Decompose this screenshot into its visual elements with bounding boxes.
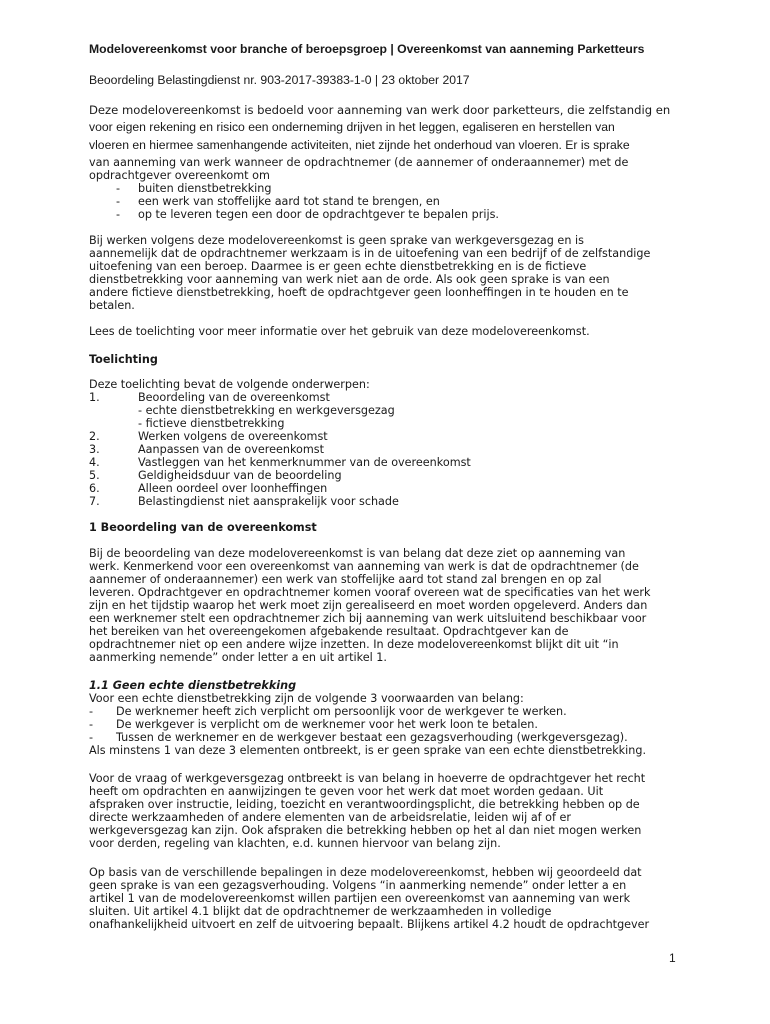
intro-line: van aanneming van werk wanneer de opdrachtnemer (de aannemer of onderaannemer) met de bbox=[89, 156, 629, 169]
intro-line: Deze modelovereenkomst is bedoeld voor aanneming van werk door parketteurs, die zelfstandig en bbox=[89, 103, 671, 117]
toc-item: Aanpassen van de overeenkomst bbox=[138, 443, 325, 456]
paragraph-line: aannemelijk dat de opdrachtnemer werkzaam is in de uitoefening van een bedrijf of de zelfstandige bbox=[89, 247, 651, 260]
paragraph-line: werk. Kenmerkend voor een overeenkomst van aanneming van werk is dat de opdrachtnemer (de bbox=[89, 560, 639, 573]
toc-number: 6. bbox=[89, 482, 100, 495]
toc-subitem: - echte dienstbetrekking en werkgeversgezag bbox=[138, 404, 395, 417]
toc-item: Beoordeling van de overeenkomst bbox=[138, 391, 330, 404]
paragraph-line: het bereiken van het overeengekomen afgebakende resultaat. Opdrachtgever kan de bbox=[89, 625, 569, 638]
toelichting-intro: Deze toelichting bevat de volgende onderwerpen: bbox=[89, 378, 370, 391]
toc-number: 7. bbox=[89, 495, 100, 508]
paragraph-line: een werknemer stelt een opdrachtnemer zich bij aanneming van werk uitsluitend beschikbaar voor bbox=[89, 612, 647, 625]
list-dash: - bbox=[89, 705, 94, 718]
paragraph-line: andere fictieve dienstbetrekking, hoeft de opdrachtgever geen loonheffingen in te houden en te bbox=[89, 286, 629, 299]
list-dash: - bbox=[116, 195, 121, 208]
paragraph-line: onafhankelijkheid uitvoert en zelf de uitvoering bepaalt. Blijkens artikel 4.2 houdt de opdrachtgever bbox=[89, 918, 650, 931]
intro-list-item: op te leveren tegen een door de opdrachtgever te bepalen prijs. bbox=[138, 208, 499, 221]
intro-line: vloeren en hiermee samenhangende activiteiten, niet zijnde het onderhoud van vloeren. Er is sprake bbox=[89, 138, 630, 152]
page-number: 1 bbox=[669, 951, 676, 965]
paragraph-line: voor derden, regeling van klachten, e.d. kunnen hiervoor van belang zijn. bbox=[89, 837, 501, 850]
condition-item: De werknemer heeft zich verplicht om persoonlijk voor de werkgever te werken. bbox=[116, 705, 567, 718]
toc-item: Belastingdienst niet aansprakelijk voor schade bbox=[138, 495, 399, 508]
paragraph-line: aannemer of onderaannemer) een werk van stoffelijke aard tot stand zal brengen en op zal bbox=[89, 573, 602, 586]
paragraph-line: Op basis van de verschillende bepalingen in deze modelovereenkomst, hebben wij geoordeeld dat bbox=[89, 866, 642, 879]
intro-line: opdrachtgever overeenkomt om bbox=[89, 169, 270, 182]
toc-number: 1. bbox=[89, 391, 100, 404]
toc-number: 3. bbox=[89, 443, 100, 456]
paragraph-line: heeft om opdrachten en aanwijzingen te geven voor het werk dat moet worden gedaan. Uit bbox=[89, 785, 604, 798]
paragraph-line: Lees de toelichting voor meer informatie over het gebruik van deze modelovereenkomst. bbox=[89, 325, 590, 338]
paragraph-line: betalen. bbox=[89, 299, 135, 312]
intro-list-item: buiten dienstbetrekking bbox=[138, 182, 272, 195]
document-title: Modelovereenkomst voor branche of beroepsgroep | Overeenkomst van aanneming Parketteurs bbox=[89, 42, 645, 56]
paragraph-line: dienstbetrekking voor aanneming van werk niet aan de orde. Als ook geen sprake is van een bbox=[89, 273, 610, 286]
paragraph-line: aanmerking nemende” onder letter a en uit artikel 1. bbox=[89, 651, 387, 664]
toc-item: Vastleggen van het kenmerknummer van de overeenkomst bbox=[138, 456, 471, 469]
toc-item: Alleen oordeel over loonheffingen bbox=[138, 482, 328, 495]
paragraph-line: Als minstens 1 van deze 3 elementen ontbreekt, is er geen sprake van een echte dienstbetrekking. bbox=[89, 744, 647, 757]
subsection-heading: 1.1 Geen echte dienstbetrekking bbox=[89, 679, 297, 692]
intro-line: voor eigen rekening en risico een onderneming drijven in het leggen, egaliseren en herstellen van bbox=[89, 120, 615, 134]
list-dash: - bbox=[89, 718, 94, 731]
paragraph-line: directe werkzaamheden of andere elementen van de arbeidsrelatie, leiden wij af of er bbox=[89, 811, 572, 824]
paragraph-line: Voor de vraag of werkgeversgezag ontbreekt is van belang in hoeverre de opdrachtgever het recht bbox=[89, 772, 646, 785]
paragraph-line: opdrachtnemer niet op een andere wijze inzetten. In deze modelovereenkomst blijkt dit uit “in bbox=[89, 638, 619, 651]
list-dash: - bbox=[116, 182, 121, 195]
toc-number: 5. bbox=[89, 469, 100, 482]
intro-list-item: een werk van stoffelijke aard tot stand te brengen, en bbox=[138, 195, 440, 208]
paragraph-line: Bij de beoordeling van deze modelovereenkomst is van belang dat deze ziet op aanneming van bbox=[89, 547, 626, 560]
document-subtitle: Beoordeling Belastingdienst nr. 903-2017-39383-1-0 | 23 oktober 2017 bbox=[89, 73, 470, 87]
list-dash: - bbox=[116, 208, 121, 221]
toc-number: 4. bbox=[89, 456, 100, 469]
paragraph-line: leveren. Opdrachtgever en opdrachtnemer komen vooraf overeen wat de specificaties van het werk bbox=[89, 586, 651, 599]
paragraph-line: Bij werken volgens deze modelovereenkomst is geen sprake van werkgeversgezag en is bbox=[89, 234, 584, 247]
paragraph-line: werkgeversgezag kan zijn. Ook afspraken die betrekking hebben op het al dan niet mogen werken bbox=[89, 824, 642, 837]
paragraph-line: Voor een echte dienstbetrekking zijn de volgende 3 voorwaarden van belang: bbox=[89, 692, 524, 705]
condition-item: De werkgever is verplicht om de werknemer voor het werk loon te betalen. bbox=[116, 718, 538, 731]
toc-item: Werken volgens de overeenkomst bbox=[138, 430, 328, 443]
paragraph-line: uitoefening van een beroep. Daarmee is er geen echte dienstbetrekking en is de fictieve bbox=[89, 260, 587, 273]
paragraph-line: geen sprake is van een gezagsverhouding. Volgens “in aanmerking nemende” onder letter a en bbox=[89, 879, 627, 892]
paragraph-line: zijn en het tijdstip waarop het werk moet zijn gerealiseerd en moet worden opgeleverd. Anders dan bbox=[89, 599, 648, 612]
toc-subitem: - fictieve dienstbetrekking bbox=[138, 417, 285, 430]
section-heading: 1 Beoordeling van de overeenkomst bbox=[89, 521, 317, 534]
section-heading: Toelichting bbox=[89, 353, 158, 366]
paragraph-line: sluiten. Uit artikel 4.1 blijkt dat de opdrachtnemer de werkzaamheden in volledige bbox=[89, 905, 552, 918]
toc-item: Geldigheidsduur van de beoordeling bbox=[138, 469, 342, 482]
paragraph-line: afspraken over instructie, leiding, toezicht en verantwoordingsplicht, die betrekking hebben op de bbox=[89, 798, 640, 811]
condition-item: Tussen de werknemer en de werkgever bestaat een gezagsverhouding (werkgeversgezag). bbox=[116, 731, 628, 744]
list-dash: - bbox=[89, 731, 94, 744]
toc-number: 2. bbox=[89, 430, 100, 443]
paragraph-line: artikel 1 van de modelovereenkomst willen partijen een overeenkomst van aanneming van werk bbox=[89, 892, 631, 905]
